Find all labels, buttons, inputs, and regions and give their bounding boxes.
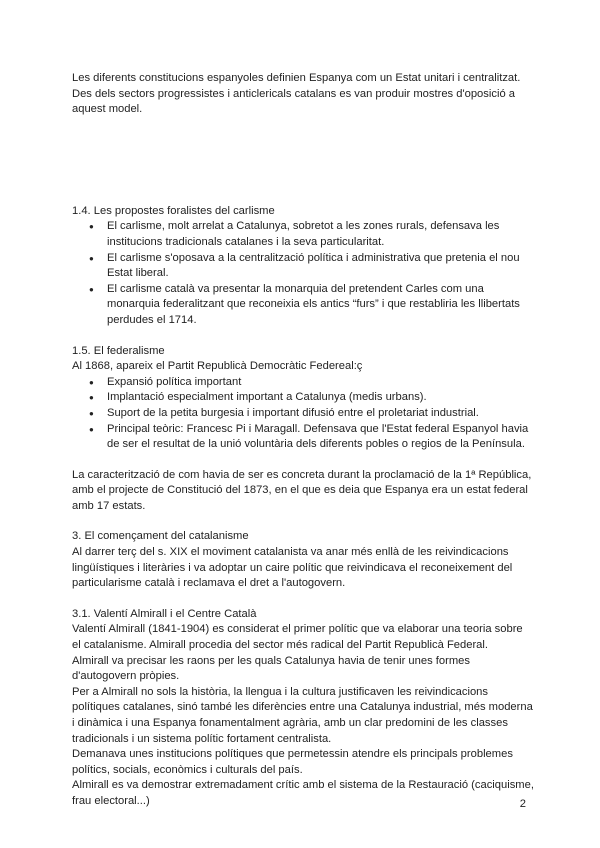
bullet-list: [72, 219, 534, 328]
section-heading: 3.1. Valentí Almirall i el Centre Català: [72, 607, 257, 620]
paragraph: Per a Almirall no sols la història, la llengua i la cultura justificaven les reivindicacions polítiques catalanes, sinó també les diferències entre una Catalunya industrial, més moderna i dinàmica i una Espanya fonamentalment agrària, amb un clar predomini de les classes tradicionals i un sistema polític fortament centralista.: [72, 685, 533, 745]
page-number: 2: [519, 798, 526, 810]
section-almirall: [72, 607, 534, 810]
section-heading: 3. El començament del catalanisme: [72, 530, 249, 543]
section-federalisme: [72, 344, 534, 453]
paragraph: Al darrer terç del s. XIX el moviment catalanista va anar més enllà de les reivindicacions lingüístiques i literàries i va adoptar un caire polític que reivindicava el reconeixement del particularisme català i reclamava el dret a l'autogovern.: [72, 546, 513, 590]
section-lead: Al 1868, apareix el Partit Republicà Democràtic Federeal:ç: [72, 360, 363, 373]
list-item: ● Principal teòric: Francesc Pi i Maragall. Defensava que l'Estat federal Espanyol havia de ser el resultat de la unió voluntària dels diferents pobles o regios de la Península.: [72, 422, 534, 453]
intro-line: Des dels sectors progressistes i anticlericals catalans es van produir mostres d'oposició a aquest model.: [72, 87, 515, 116]
section-heading: 1.5. El federalisme: [72, 344, 165, 357]
list-item: ● Suport de la petita burgesia i important difusió entre el proletariat industrial.: [72, 406, 534, 422]
list-item: ● El carlisme català va presentar la monarquia del pretendent Carles com una monarquia federalitzant que reconeixia els antics “furs” i que restabliria les llibertats perdudes el 1714.: [72, 282, 534, 329]
bullet-list: [72, 375, 534, 453]
intro-line: Les diferents constitucions espanyoles definien Espanya com un Estat unitari i centralitzat.: [72, 72, 521, 84]
list-item: ● Expansió política important: [72, 375, 534, 391]
paragraph: Almirall es va demostrar extremadament crític amb el sistema de la Restauració (caciquisme, frau electoral...): [72, 779, 534, 807]
paragraph: Demanava unes institucions polítiques que permetessin atendre els principals problemes polítics, socials, econòmics i culturals del país.: [72, 748, 513, 776]
list-item: ● Implantació especialment important a Catalunya (medis urbans).: [72, 390, 534, 406]
section-carlisme: [72, 204, 534, 329]
paragraph: Valentí Almirall (1841-1904) es considerat el primer polític que va elaborar una teoria sobre el catalanisme. Almirall procedia del sector més radical del Partit Republicà Federal.: [72, 623, 523, 652]
list-item: ● El carlisme, molt arrelat a Catalunya, sobretot a les zones rurals, defensava les institucions tradicionals catalanes i la seva particularitat.: [72, 219, 534, 250]
section-catalanisme: [72, 529, 534, 591]
paragraph: La caracterització de com havia de ser es concreta durant la proclamació de la 1ª República, amb el projecte de Constitució del 1873, en el que es deia que Espanya era un estat federal amb 17 estats.: [72, 468, 532, 512]
list-item: ● El carlisme s'oposava a la centralització política i administrativa que pretenia el nou Estat liberal.: [72, 251, 534, 282]
paragraph: Almirall va precisar les raons per les quals Catalunya havia de tenir unes formes d'autogovern pròpies.: [72, 654, 470, 683]
section-federal-paragraph: [72, 468, 534, 515]
intro-paragraph: [72, 71, 534, 118]
document-page: [72, 71, 534, 825]
section-heading: 1.4. Les propostes foralistes del carlisme: [72, 204, 275, 217]
